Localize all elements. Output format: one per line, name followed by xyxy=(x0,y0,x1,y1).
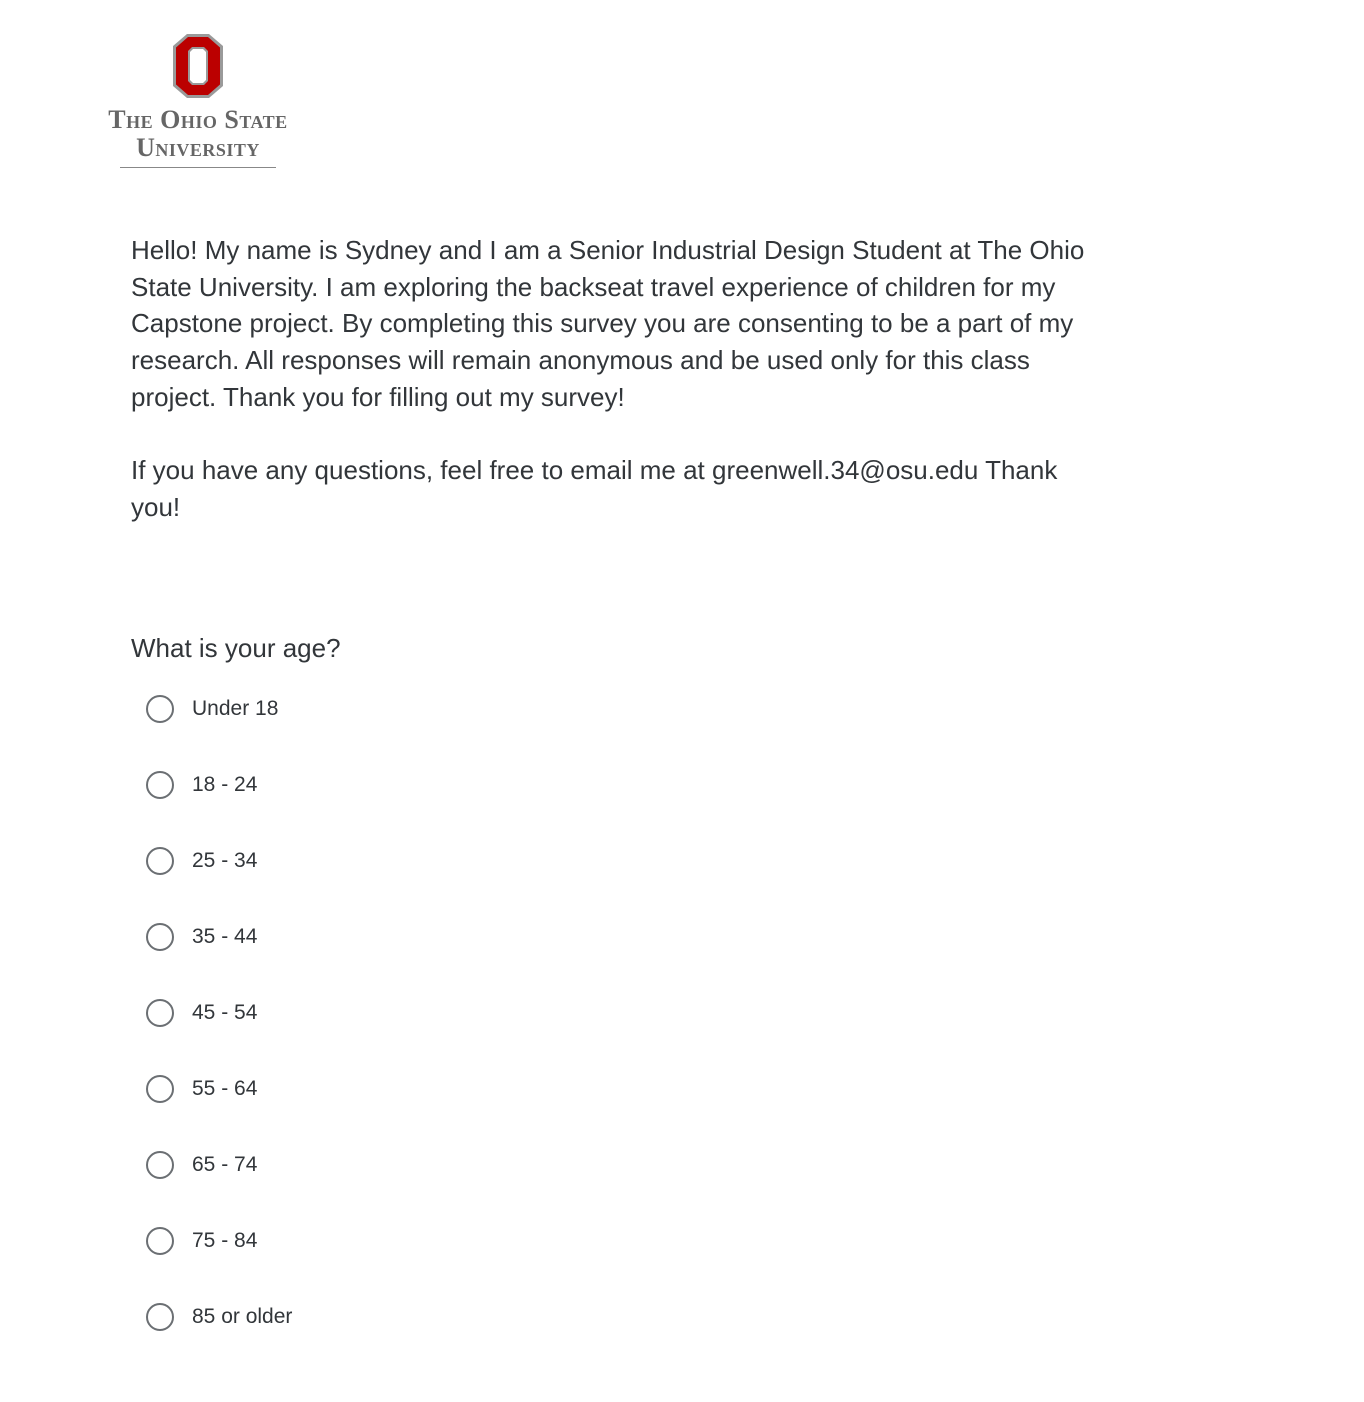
radio-button[interactable] xyxy=(146,695,174,723)
radio-button[interactable] xyxy=(146,1151,174,1179)
university-logo xyxy=(96,34,300,172)
option-35-44[interactable] xyxy=(146,923,746,999)
age-options xyxy=(146,695,746,1379)
option-label[interactable]: 75 - 84 xyxy=(192,1229,258,1252)
option-under-18[interactable] xyxy=(146,695,746,771)
option-label[interactable]: 85 or older xyxy=(192,1305,293,1328)
logo-wordmark xyxy=(96,106,300,162)
option-label[interactable]: 65 - 74 xyxy=(192,1153,258,1176)
survey-introduction xyxy=(131,232,1091,526)
logo-line-1: The Ohio State xyxy=(108,105,288,134)
option-75-84[interactable] xyxy=(146,1227,746,1303)
contact-paragraph: If you have any questions, feel free to email me at greenwell.34@osu.edu Thank you! xyxy=(131,455,1058,522)
option-label[interactable]: 35 - 44 xyxy=(192,925,258,948)
option-label[interactable]: 45 - 54 xyxy=(192,1001,258,1024)
radio-button[interactable] xyxy=(146,1227,174,1255)
option-label[interactable]: Under 18 xyxy=(192,697,279,720)
question-title: What is your age? xyxy=(131,633,341,663)
option-label[interactable]: 25 - 34 xyxy=(192,849,258,872)
intro-paragraph: Hello! My name is Sydney and I am a Senior Industrial Design Student at The Ohio State University. I am exploring the backseat travel experience of children for my Capstone project. By completing this survey you are consenting to be a part of my research. All responses will remain anonymous and be used only for this class project. Thank you for filling out my survey! xyxy=(131,235,1085,412)
option-18-24[interactable] xyxy=(146,771,746,847)
logo-line-2: University xyxy=(136,133,260,162)
radio-button[interactable] xyxy=(146,999,174,1027)
radio-button[interactable] xyxy=(146,771,174,799)
option-label[interactable]: 18 - 24 xyxy=(192,773,258,796)
option-85-or-older[interactable] xyxy=(146,1303,746,1379)
logo-divider xyxy=(120,167,276,168)
radio-button[interactable] xyxy=(146,1303,174,1331)
radio-button[interactable] xyxy=(146,1075,174,1103)
option-25-34[interactable] xyxy=(146,847,746,923)
option-65-74[interactable] xyxy=(146,1151,746,1227)
radio-button[interactable] xyxy=(146,847,174,875)
osu-block-o-icon xyxy=(173,34,223,98)
option-label[interactable]: 55 - 64 xyxy=(192,1077,258,1100)
option-45-54[interactable] xyxy=(146,999,746,1075)
option-55-64[interactable] xyxy=(146,1075,746,1151)
radio-button[interactable] xyxy=(146,923,174,951)
